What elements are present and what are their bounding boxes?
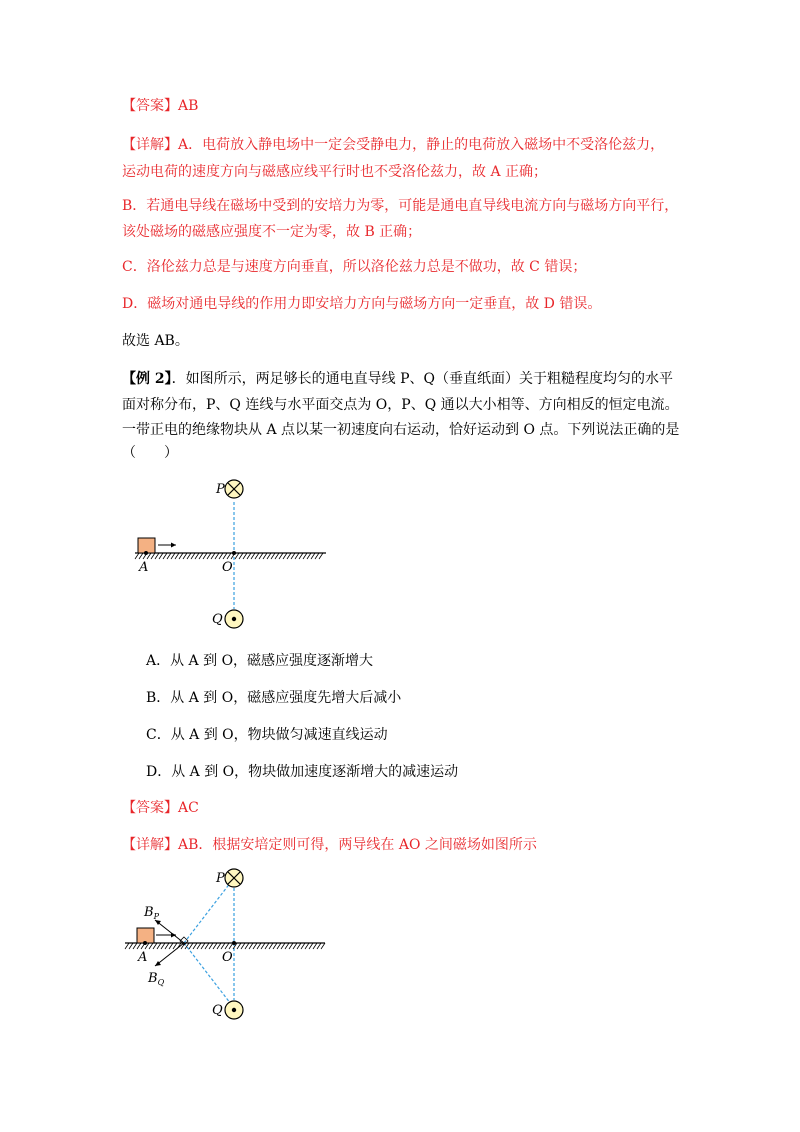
answer-1: 【答案】AB (122, 98, 199, 114)
option-d[interactable]: D．从 A 到 O，物块做加速度逐渐增大的减速运动 (146, 764, 459, 780)
detail-1-a-line-2: 运动电荷的速度方向与磁感应线平行时也不受洛伦兹力，故 A 正确； (122, 164, 548, 180)
option-c[interactable]: C．从 A 到 O，物块做匀减速直线运动 (146, 727, 388, 743)
detail-1-a-line-1: 【详解】A．电荷放入静电场中一定会受静电力，静止的电荷放入磁场中不受洛伦兹力， (122, 137, 665, 153)
ground-surface (125, 943, 325, 949)
answer-2: 【答案】AC (122, 800, 199, 816)
label-q: Q (212, 1003, 223, 1018)
example-2-line-2: 面对称分布，P、Q 连线与水平面交点为 O，P、Q 通以大小相等、方向相反的恒定电流。 (122, 397, 679, 413)
label-p: P (216, 871, 225, 886)
detail-1-d-line: D．磁场对通电导线的作用力即安培力方向与磁场方向一定垂直，故 D 错误。 (122, 296, 602, 312)
wire-q-out-of-page-icon (225, 610, 243, 628)
detail-2: 【详解】AB．根据安培定则可得，两导线在 AO 之间磁场如图所示 (122, 837, 537, 853)
point-o (232, 551, 236, 555)
bq-vector (155, 943, 184, 966)
label-o: O (222, 560, 233, 575)
label-a: A (139, 560, 149, 575)
point-o (232, 941, 236, 945)
label-bq: $B_Q$ (148, 971, 165, 987)
example-2-line-3: 一带正电的绝缘物块从 A 点以某一初速度向右运动，恰好运动到 O 点。下列说法正确的是 (122, 422, 680, 438)
detail-1-b-line-1: B．若通电导线在磁场中受到的安培力为零，可能是通电直导线电流方向与磁场方向平行， (122, 198, 679, 214)
label-q: Q (212, 612, 223, 627)
wire-p-into-page-icon (225, 869, 243, 887)
detail-1-b-line-2: 该处磁场的磁感应强度不一定为零，故 B 正确； (122, 224, 422, 240)
label-a: A (138, 950, 148, 965)
ground-surface (135, 553, 326, 559)
option-a[interactable]: A．从 A 到 O，磁感应强度逐渐增大 (146, 653, 374, 669)
example-2-line-1: 【例 2】．如图所示，两足够长的通电直导线 P、Q（垂直纸面）关于粗糙程度均匀的水平 (122, 371, 673, 387)
point-a (144, 551, 148, 555)
velocity-arrowhead (171, 543, 176, 548)
label-bp: $B_P$ (144, 905, 159, 921)
conclusion-1: 故选 AB。 (122, 333, 189, 349)
example-2-line-4: （ ） (122, 445, 178, 461)
label-p: P (216, 482, 225, 497)
block (138, 538, 155, 553)
option-b[interactable]: B．从 A 到 O，磁感应强度先增大后减小 (146, 690, 402, 706)
detail-1-c-line: C．洛伦兹力总是与速度方向垂直，所以洛伦兹力总是不做功，故 C 错误； (122, 259, 587, 275)
figure-1 (130, 470, 340, 640)
figure-2 (120, 860, 335, 1030)
point-a (143, 941, 147, 945)
wire-p-into-page-icon (225, 480, 243, 498)
wire-q-out-of-page-icon (225, 1001, 243, 1019)
dashed-line-to-p (184, 878, 234, 943)
block (137, 928, 154, 943)
bp-vector (155, 920, 184, 943)
label-o: O (222, 950, 233, 965)
